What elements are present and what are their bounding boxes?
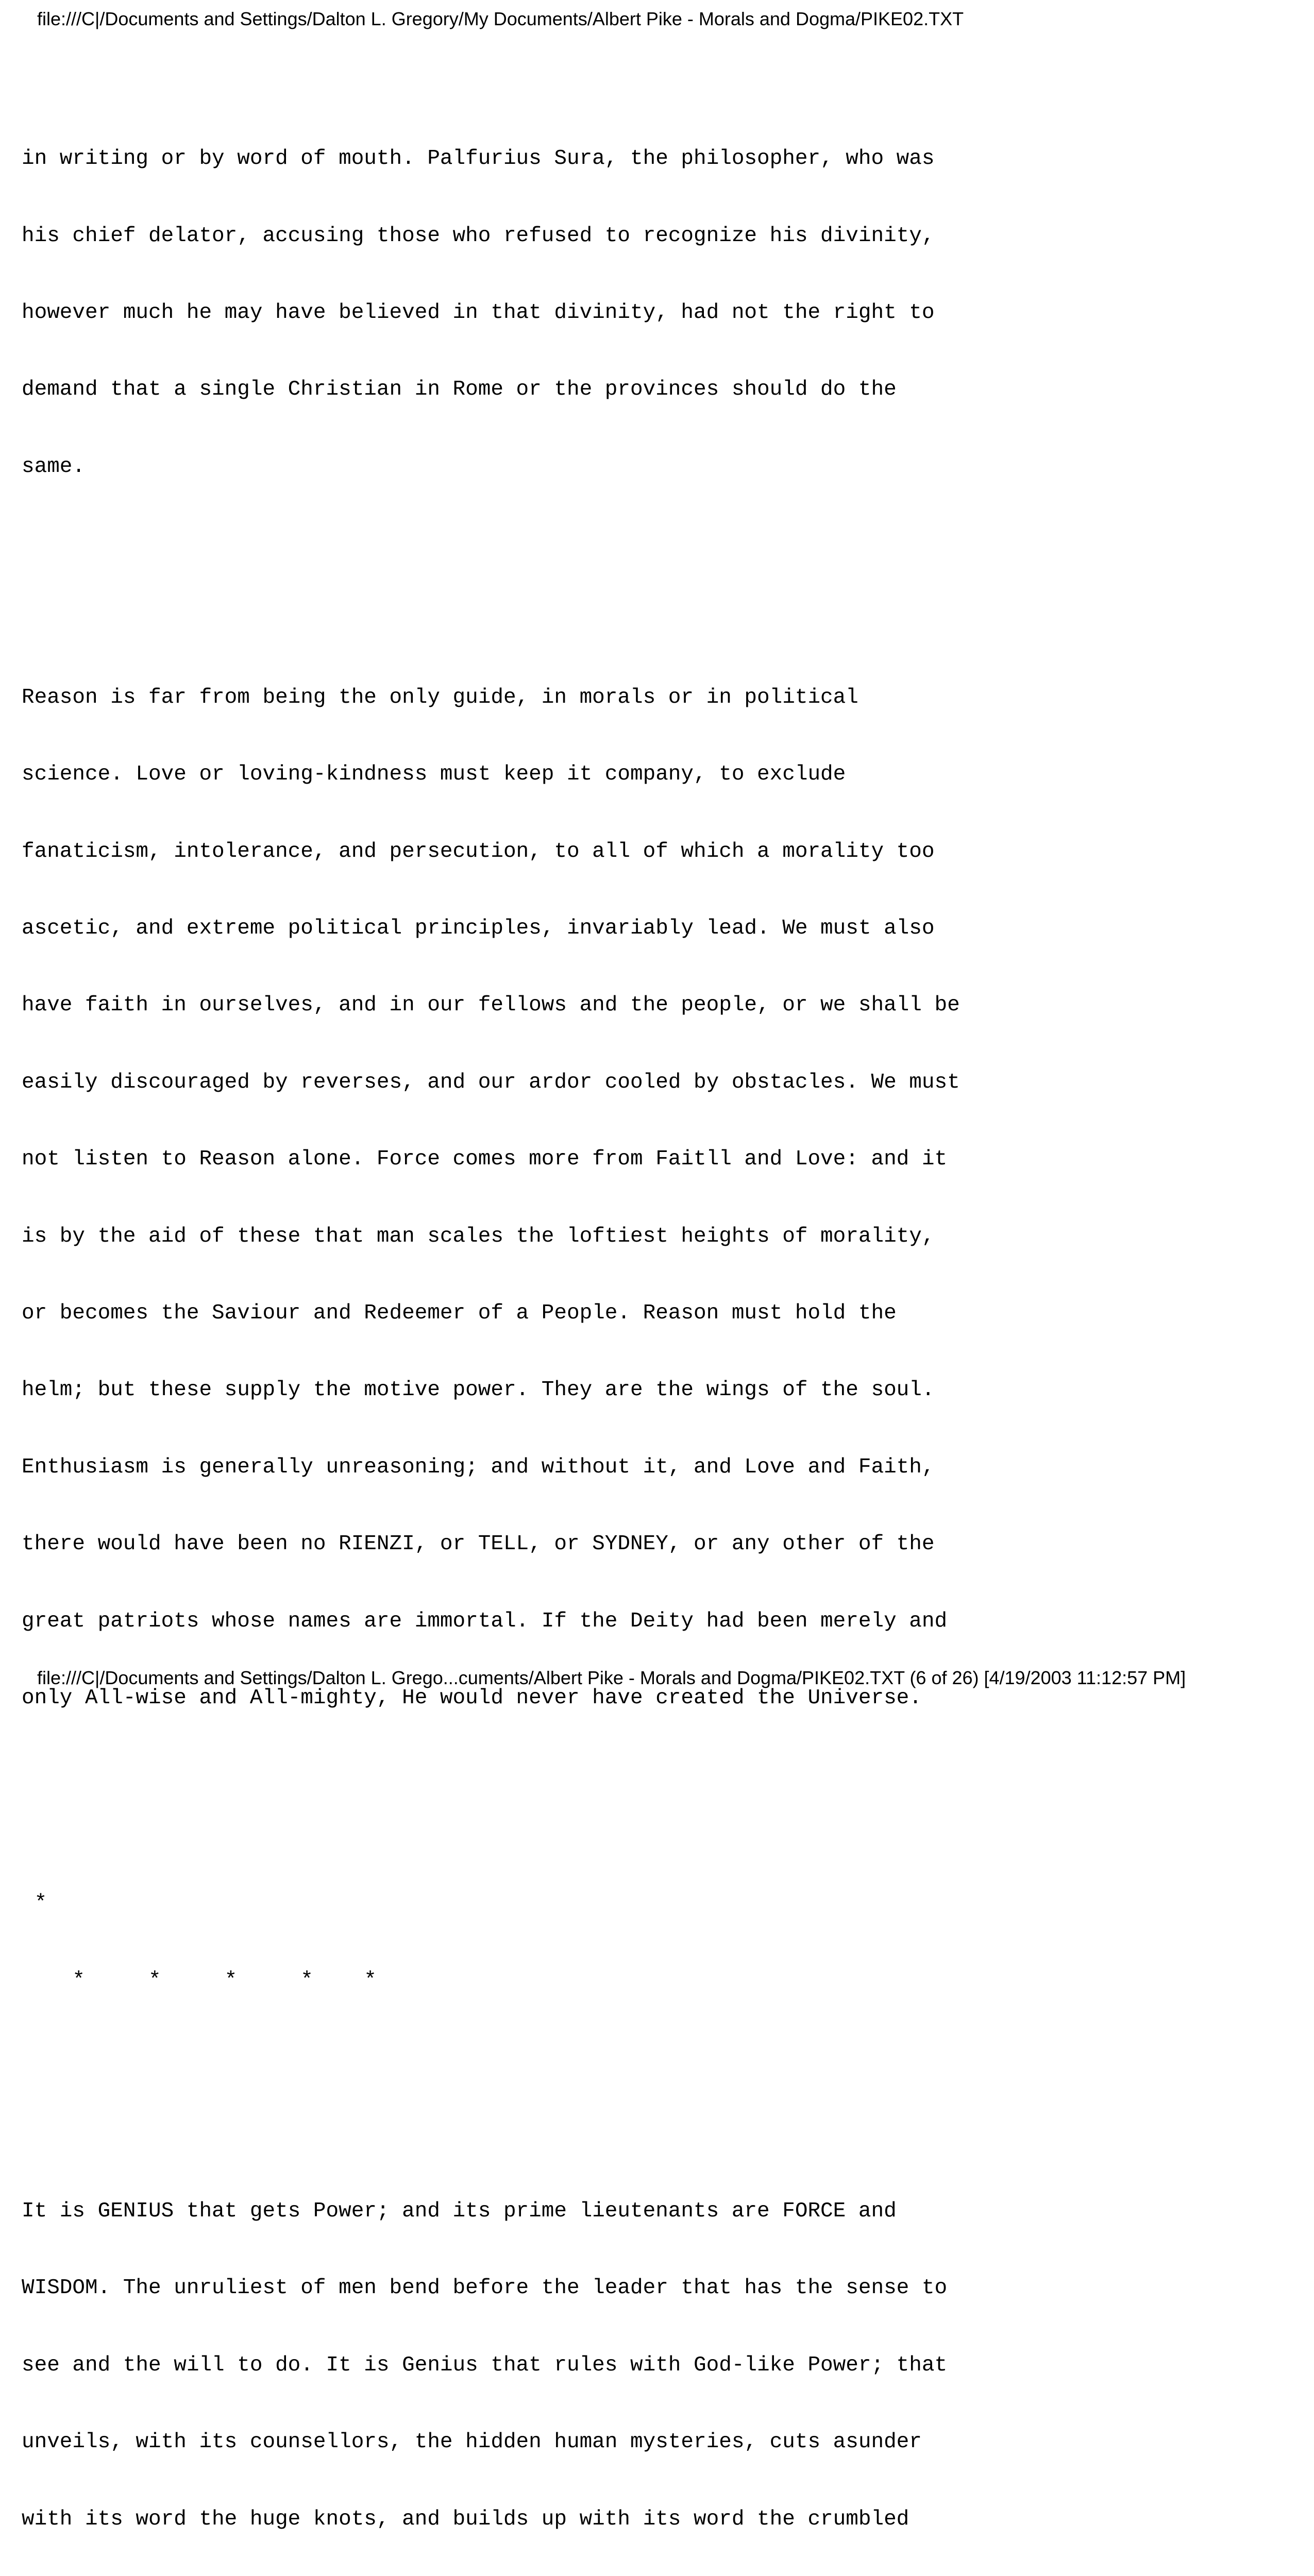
text-line: demand that a single Christian in Rome or the provinces should do the [22, 378, 897, 402]
text-line: helm; but these supply the motive power. They are the wings of the soul. [22, 1378, 935, 1402]
text-line: easily discouraged by reverses, and our ardor cooled by obstacles. We must [22, 1070, 960, 1094]
text-line: have faith in ourselves, and in our fellows and the people, or we shall be [22, 993, 960, 1018]
text-line: Reason is far from being the only guide, in morals or in political [22, 685, 858, 709]
text-line: there would have been no RIENZI, or TELL, or SYDNEY, or any other of the [22, 1532, 935, 1556]
text-line: however much he may have believed in that divinity, had not the right to [22, 300, 935, 325]
paragraph-3 [22, 2147, 1300, 2576]
text-line: with its word the huge knots, and builds up with its word the crumbled [22, 2507, 909, 2531]
text-line: see and the will to do. It is Genius that rules with God-like Power; that [22, 2353, 948, 2377]
section-separator [22, 1840, 1300, 2045]
separator-line: * * * * * [22, 1968, 377, 1992]
text-line: science. Love or loving-kindness must keep it company, to exclude [22, 762, 846, 787]
paragraph-1 [22, 95, 1300, 532]
text-line: only All-wise and All-mighty, He would never have created the Universe. [22, 1686, 922, 1710]
text-line: ascetic, and extreme political principles, invariably lead. We must also [22, 917, 935, 941]
text-line: or becomes the Saviour and Redeemer of a People. Reason must hold the [22, 1301, 897, 1326]
separator-line: * [22, 1891, 47, 1916]
text-line: in writing or by word of mouth. Palfurius Sura, the philosopher, who was [22, 147, 935, 171]
text-line: Enthusiasm is generally unreasoning; and without it, and Love and Faith, [22, 1455, 935, 1479]
footer-file-path: file:///C|/Documents and Settings/Dalton L. Grego...cuments/Albert Pike - Morals and Dogma/PIKE02.TXT (6 of 26) [4/19/2003 11:12:57 PM] [37, 1667, 1186, 1688]
document-body [22, 44, 1300, 2576]
text-line: It is GENIUS that gets Power; and its prime lieutenants are FORCE and [22, 2199, 897, 2223]
text-line: is by the aid of these that man scales the loftiest heights of morality, [22, 1224, 935, 1248]
text-line: great patriots whose names are immortal. If the Deity had been merely and [22, 1609, 948, 1633]
text-line: not listen to Reason alone. Force comes more from Faitll and Love: and it [22, 1147, 948, 1172]
text-line: WISDOM. The unruliest of men bend before the leader that has the sense to [22, 2276, 948, 2300]
text-line: his chief delator, accusing those who refused to recognize his divinity, [22, 224, 935, 248]
text-line: unveils, with its counsellors, the hidden human mysteries, cuts asunder [22, 2430, 922, 2454]
paragraph-2 [22, 634, 1300, 1762]
header-file-path: file:///C|/Documents and Settings/Dalton L. Gregory/My Documents/Albert Pike - Morals and Dogma/PIKE02.TXT [37, 8, 964, 29]
text-line: fanaticism, intolerance, and persecution, to all of which a morality too [22, 839, 935, 863]
text-line: same. [22, 454, 86, 479]
